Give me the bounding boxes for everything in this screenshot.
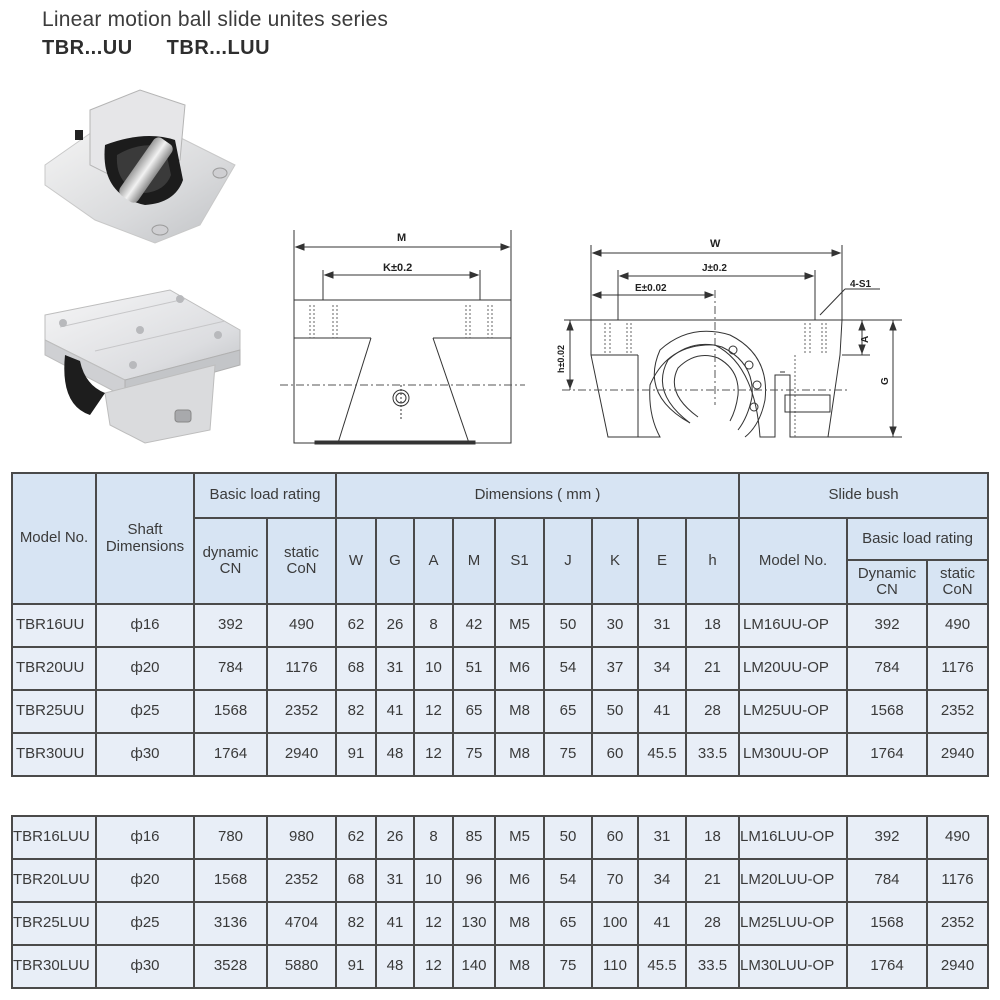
- table-cell: 96: [453, 859, 495, 902]
- table-cell: 60: [592, 816, 638, 859]
- table-cell: 8: [414, 816, 453, 859]
- table-cell: 1568: [847, 690, 927, 733]
- table-cell: 1568: [194, 690, 267, 733]
- label-A: A: [860, 335, 871, 343]
- table-cell: 2352: [267, 690, 336, 733]
- product-photo-open-unit: [35, 85, 245, 245]
- table-cell: 8: [414, 604, 453, 647]
- table-cell: 45.5: [638, 733, 686, 776]
- table-cell: 33.5: [686, 945, 739, 988]
- table-cell: 28: [686, 902, 739, 945]
- table-cell: 75: [544, 945, 592, 988]
- table-cell: ф20: [96, 859, 194, 902]
- table-cell: 62: [336, 816, 376, 859]
- front-view-drawing: [280, 225, 540, 450]
- table-cell: 60: [592, 733, 638, 776]
- header-dim-A: A: [414, 518, 453, 604]
- table-cell: 2940: [927, 945, 988, 988]
- page-title: Linear motion ball slide unites series: [42, 8, 389, 31]
- table-cell: 48: [376, 733, 414, 776]
- header-dim-M: M: [453, 518, 495, 604]
- table-row: [12, 859, 988, 902]
- table-cell: 50: [544, 604, 592, 647]
- table-cell: ф30: [96, 733, 194, 776]
- table-cell: 54: [544, 859, 592, 902]
- table-cell: 41: [376, 690, 414, 733]
- bush-model-cell: LM20UU-OP: [739, 647, 847, 690]
- table-cell: 41: [638, 690, 686, 733]
- series-line: [42, 37, 304, 60]
- header-bush-basic-load-rating: Basic load rating: [847, 518, 988, 560]
- table-cell: 5880: [267, 945, 336, 988]
- label-M: M: [397, 232, 407, 244]
- table-cell: M8: [495, 945, 544, 988]
- bush-model-cell: LM20LUU-OP: [739, 859, 847, 902]
- header-dim-G: G: [376, 518, 414, 604]
- model-cell: TBR20UU: [12, 647, 96, 690]
- table-cell: ф16: [96, 604, 194, 647]
- table-cell: 1176: [927, 647, 988, 690]
- table-cell: M6: [495, 647, 544, 690]
- table-cell: 784: [847, 859, 927, 902]
- table-cell: 4704: [267, 902, 336, 945]
- table-cell: 28: [686, 690, 739, 733]
- table-cell: 392: [194, 604, 267, 647]
- table-cell: 1568: [194, 859, 267, 902]
- table-cell: 85: [453, 816, 495, 859]
- table-cell: 18: [686, 604, 739, 647]
- table-cell: 10: [414, 647, 453, 690]
- label-K: K±0.2: [383, 262, 413, 274]
- table-cell: 100: [592, 902, 638, 945]
- header-model-no: Model No.: [12, 473, 96, 604]
- bush-model-cell: LM16UU-OP: [739, 604, 847, 647]
- table-cell: 65: [544, 690, 592, 733]
- model-cell: TBR16UU: [12, 604, 96, 647]
- table-row: [12, 816, 988, 859]
- table-cell: 2352: [927, 902, 988, 945]
- table-cell: 3528: [194, 945, 267, 988]
- table-cell: 31: [376, 859, 414, 902]
- table-cell: 392: [847, 816, 927, 859]
- table-cell: 2352: [927, 690, 988, 733]
- table-cell: 31: [376, 647, 414, 690]
- table-cell: 41: [376, 902, 414, 945]
- table-cell: 1764: [847, 945, 927, 988]
- table-cell: 12: [414, 945, 453, 988]
- table-cell: 10: [414, 859, 453, 902]
- model-cell: TBR20LUU: [12, 859, 96, 902]
- table-cell: 75: [453, 733, 495, 776]
- model-cell: TBR25UU: [12, 690, 96, 733]
- table-cell: 1764: [847, 733, 927, 776]
- table-cell: 12: [414, 733, 453, 776]
- luu-rows: [12, 816, 988, 988]
- table-cell: 30: [592, 604, 638, 647]
- table-cell: 41: [638, 902, 686, 945]
- uu-rows: [12, 604, 988, 776]
- table-cell: 2352: [267, 859, 336, 902]
- table-cell: 26: [376, 816, 414, 859]
- header-dim-h: h: [686, 518, 739, 604]
- table-cell: 31: [638, 816, 686, 859]
- table-cell: ф16: [96, 816, 194, 859]
- bush-model-cell: LM30UU-OP: [739, 733, 847, 776]
- table-cell: M8: [495, 902, 544, 945]
- table-cell: 12: [414, 902, 453, 945]
- table-cell: 91: [336, 945, 376, 988]
- table-cell: 140: [453, 945, 495, 988]
- header-slide-bush: Slide bush: [739, 473, 988, 518]
- table-cell: 2940: [267, 733, 336, 776]
- header-dim-S1: S1: [495, 518, 544, 604]
- model-cell: TBR16LUU: [12, 816, 96, 859]
- table-cell: 1176: [267, 647, 336, 690]
- table-cell: ф25: [96, 690, 194, 733]
- table-row: [12, 945, 988, 988]
- table-cell: 18: [686, 816, 739, 859]
- model-cell: TBR30LUU: [12, 945, 96, 988]
- label-h: h±0.02: [556, 345, 566, 373]
- label-E: E±0.02: [635, 283, 667, 294]
- table-cell: 34: [638, 647, 686, 690]
- table-cell: M6: [495, 859, 544, 902]
- table-cell: 91: [336, 733, 376, 776]
- header-bush-dynamic: Dynamic CN: [847, 560, 927, 604]
- table-row: [12, 902, 988, 945]
- spec-table-uu: [11, 472, 989, 777]
- table-row: [12, 604, 988, 647]
- bush-model-cell: LM16LUU-OP: [739, 816, 847, 859]
- series-uu: TBR...UU: [42, 37, 133, 59]
- table-cell: 54: [544, 647, 592, 690]
- table-cell: 48: [376, 945, 414, 988]
- table-cell: ф30: [96, 945, 194, 988]
- table-cell: 3136: [194, 902, 267, 945]
- header-dimensions: Dimensions ( mm ): [336, 473, 739, 518]
- header-basic-load-rating: Basic load rating: [194, 473, 336, 518]
- table-cell: 51: [453, 647, 495, 690]
- bush-model-cell: LM25UU-OP: [739, 690, 847, 733]
- header-dim-W: W: [336, 518, 376, 604]
- table-cell: 784: [847, 647, 927, 690]
- table-cell: 12: [414, 690, 453, 733]
- table-cell: 34: [638, 859, 686, 902]
- bush-model-cell: LM25LUU-OP: [739, 902, 847, 945]
- side-view-drawing: [550, 225, 910, 450]
- bush-model-cell: LM30LUU-OP: [739, 945, 847, 988]
- table-cell: M5: [495, 816, 544, 859]
- table-cell: 31: [638, 604, 686, 647]
- table-cell: ф20: [96, 647, 194, 690]
- table-cell: 50: [544, 816, 592, 859]
- table-cell: 490: [267, 604, 336, 647]
- table-row: [12, 647, 988, 690]
- table-cell: 75: [544, 733, 592, 776]
- table-cell: 490: [927, 604, 988, 647]
- table-cell: 68: [336, 859, 376, 902]
- header-bush-static: static CoN: [927, 560, 988, 604]
- table-cell: 784: [194, 647, 267, 690]
- table-cell: 42: [453, 604, 495, 647]
- label-G: G: [880, 377, 891, 385]
- table-cell: 26: [376, 604, 414, 647]
- table-cell: 62: [336, 604, 376, 647]
- table-cell: 980: [267, 816, 336, 859]
- header-bush-model-no: Model No.: [739, 518, 847, 604]
- table-cell: 65: [453, 690, 495, 733]
- table-cell: ф25: [96, 902, 194, 945]
- product-photo-top-unit: [35, 285, 245, 445]
- series-luu: TBR...LUU: [166, 37, 271, 59]
- table-cell: 33.5: [686, 733, 739, 776]
- header-static: static CoN: [267, 518, 336, 604]
- label-J: J±0.2: [702, 263, 727, 274]
- spec-table-luu: [11, 815, 989, 989]
- header-shaft-dimensions: Shaft Dimensions: [96, 473, 194, 604]
- header-dynamic: dynamic CN: [194, 518, 267, 604]
- model-cell: TBR30UU: [12, 733, 96, 776]
- table-row: [12, 690, 988, 733]
- header-dim-E: E: [638, 518, 686, 604]
- table-cell: 2940: [927, 733, 988, 776]
- model-cell: TBR25LUU: [12, 902, 96, 945]
- table-cell: 37: [592, 647, 638, 690]
- table-cell: 490: [927, 816, 988, 859]
- table-cell: 110: [592, 945, 638, 988]
- table-cell: 82: [336, 902, 376, 945]
- table-cell: 68: [336, 647, 376, 690]
- table-cell: 45.5: [638, 945, 686, 988]
- table-cell: M5: [495, 604, 544, 647]
- table-cell: 21: [686, 647, 739, 690]
- table-cell: 65: [544, 902, 592, 945]
- table-cell: 1176: [927, 859, 988, 902]
- table-cell: 1764: [194, 733, 267, 776]
- table-cell: M8: [495, 690, 544, 733]
- table-cell: 50: [592, 690, 638, 733]
- header-dim-K: K: [592, 518, 638, 604]
- table-cell: 392: [847, 604, 927, 647]
- label-S1: 4-S1: [850, 279, 872, 290]
- table-cell: 1568: [847, 902, 927, 945]
- table-cell: 130: [453, 902, 495, 945]
- table-cell: 82: [336, 690, 376, 733]
- table-cell: M8: [495, 733, 544, 776]
- table-cell: 780: [194, 816, 267, 859]
- table-cell: 21: [686, 859, 739, 902]
- header-dim-J: J: [544, 518, 592, 604]
- table-cell: 70: [592, 859, 638, 902]
- table-row: [12, 733, 988, 776]
- label-W: W: [710, 238, 721, 250]
